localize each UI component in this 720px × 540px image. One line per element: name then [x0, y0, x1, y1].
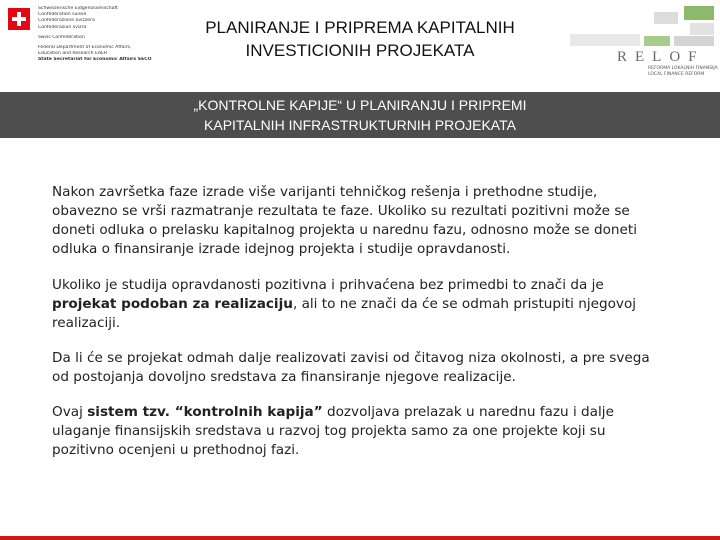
title-line-2: INVESTICIONIH PROJEKATA: [245, 41, 475, 60]
logo-square-gray: [654, 12, 678, 24]
swiss-line: Federal Department of Economic Affairs,: [38, 45, 132, 51]
swiss-line: State Secretariat for Economic Affairs SECO: [38, 57, 152, 63]
paragraph-2-text: , ali to ne znači da će se odmah pristupiti njegovoj realizaciji.: [52, 296, 637, 331]
relof-subtitle: [648, 66, 718, 77]
bottom-accent-line: [0, 536, 720, 540]
logo-square-gray: [690, 23, 714, 35]
swiss-text-lines: [38, 6, 158, 64]
relof-wordmark: RELOF: [617, 49, 705, 65]
paragraph-2-text: Ukoliko je studija opravdanosti pozitivna i prihvaćena bez primedbi to znači da je: [52, 277, 604, 293]
swiss-line: Schweizerische Eidgenossenschaft: [38, 6, 118, 11]
paragraph-4-emphasis: sistem tzv. “kontrolnih kapija”: [87, 404, 323, 420]
paragraph-4: [52, 403, 652, 460]
swiss-line: Swiss Confederation: [38, 34, 85, 40]
paragraph-1: Nakon završetka faze izrade više varijanti tehničkog rešenja i prethodne studije, obavezno se vrši razmatranje rezultata te faze. Ukoliko su rezultati pozitivni može se doneti odluka o prelasku kapitalnog projekta u narednu fazu, odnosno može se doneti odluka o finansiranje izrade idejnog projekta i studije opravdanosti.: [52, 184, 638, 257]
banner-line-1: „KONTROLNE KAPIJE“ U PLANIRANJU I PRIPREMI: [193, 97, 527, 113]
paragraph-2: [52, 276, 652, 333]
swiss-flag-icon: [8, 8, 30, 30]
section-banner: [0, 92, 720, 138]
relof-subtitle-line: LOCAL FINANCE REFORM: [648, 71, 705, 77]
swiss-line: Confederaziun svizra: [38, 24, 87, 30]
paragraph-4-text: Ovaj: [52, 404, 88, 420]
swiss-line: Confederazione Svizzera: [38, 18, 95, 24]
paragraph-3: Da li će se projekat odmah dalje realizovati zavisi od čitavog niza okolnosti, a pre svega od postojanja dovoljno sredstava za finansiranje njegove realizacije.: [52, 350, 650, 385]
title-line-1: PLANIRANJE I PRIPREMA KAPITALNIH: [205, 18, 515, 37]
relof-logo: [570, 4, 718, 80]
logo-bar-gray: [570, 34, 640, 46]
swiss-line: Education and Research EAER: [38, 51, 108, 57]
paragraph-2-emphasis: projekat podoban za realizaciju: [52, 296, 293, 312]
swiss-confederation-logo: [8, 6, 158, 78]
logo-square-gray: [674, 36, 714, 46]
paragraph-4-text: dozvoljava prelazak u narednu fazu i dalje ulaganje finansijskih sredstava u razvoj tog projekta samo za one projekte koji su pozitivno ocenjeni u prethodnoj fazi.: [52, 404, 614, 458]
logo-square-green: [684, 6, 714, 20]
banner-line-2: KAPITALNIH INFRASTRUKTURNIH PROJEKATA: [204, 117, 516, 133]
logo-square-green: [644, 36, 670, 46]
relof-subtitle-line: REFORMA LOKALNIH FINANSIJA: [648, 66, 718, 71]
body-text: [52, 183, 652, 473]
page-title: [160, 16, 560, 62]
swiss-line: Confédération suisse: [38, 12, 87, 18]
